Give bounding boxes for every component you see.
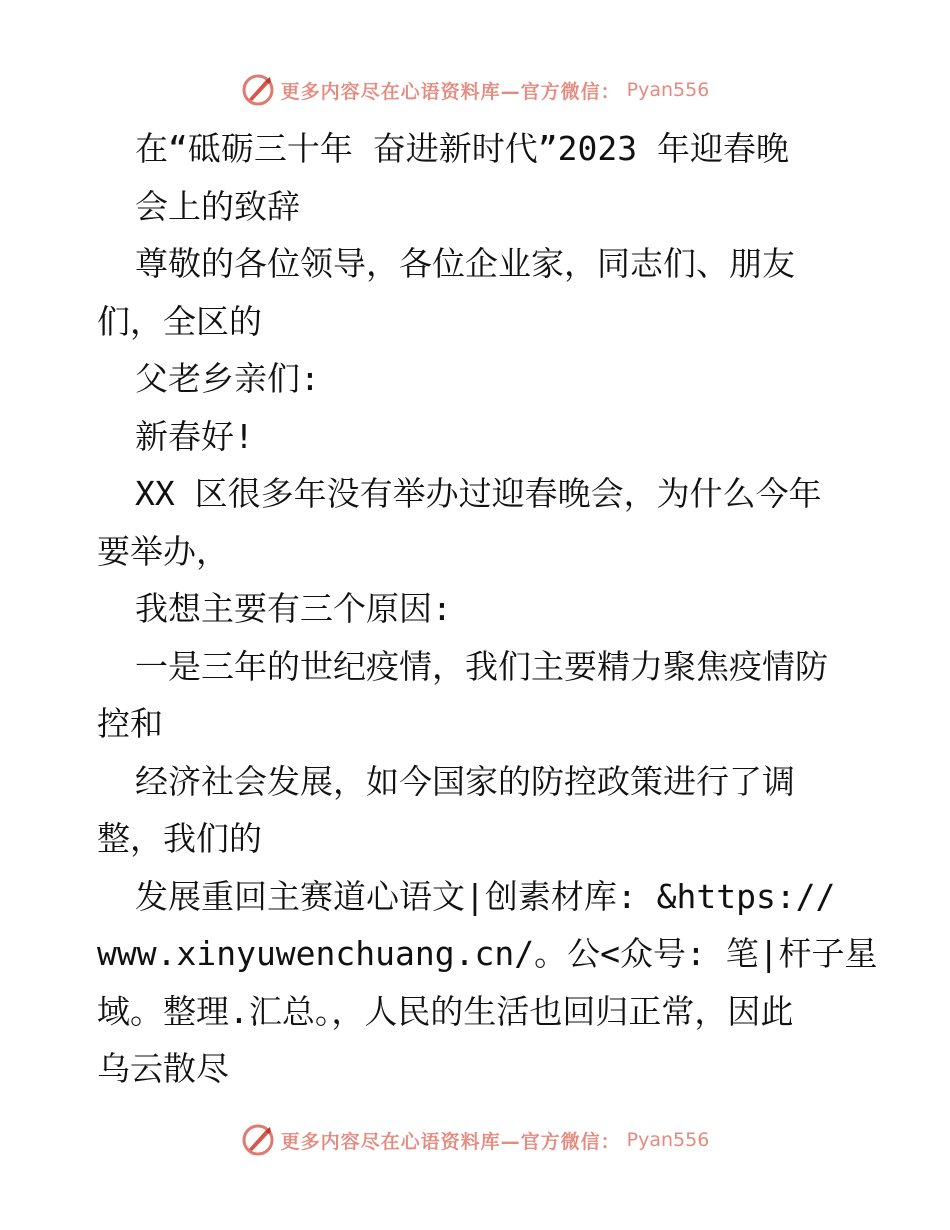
watermark-handle: Pyan556 [626,79,710,101]
text-line: 发展重回主赛道心语文|创素材库: &https:// [135,876,836,916]
text-line: 在“砥砺三十年 奋进新时代”2023 年迎春晚 [135,129,789,168]
text-line: 父老乡亲们: [135,359,320,398]
text-line: 们，全区的 [97,301,262,341]
watermark-handle: Pyan556 [626,1129,710,1151]
text-line: 经济社会发展，如今国家的防控政策进行了调 [135,761,795,801]
watermark-text: 更多内容尽在心语资料库—官方微信： [280,1130,621,1153]
text-line: www.xinyuwenchuang.cn/。公<众号: 笔|杆子星 [97,934,878,973]
header-watermark [0,70,950,110]
text-line: 我想主要有三个原因: [135,589,452,628]
text-line: 要举办， [97,531,229,571]
document-body [97,120,877,1098]
text-line: XX 区很多年没有举办过迎春晚会，为什么今年 [135,474,822,513]
text-line: 整，我们的 [97,819,262,858]
text-line: 一是三年的世纪疫情，我们主要精力聚焦疫情防 [135,646,828,686]
quill-pen-icon [241,1123,275,1157]
text-line: 尊敬的各位领导，各位企业家，同志们、朋友 [135,244,795,283]
text-line: 控和 [97,704,163,743]
text-line: 域。整理.汇总。，人民的生活也回归正常，因此 [97,991,794,1031]
text-line: 乌云散尽 [97,1049,229,1088]
watermark-text: 更多内容尽在心语资料库—官方微信： [280,80,621,103]
text-line: 会上的致辞 [135,186,300,226]
quill-pen-icon [241,73,275,107]
footer-watermark [0,1120,950,1160]
text-line: 新春好! [135,416,254,456]
